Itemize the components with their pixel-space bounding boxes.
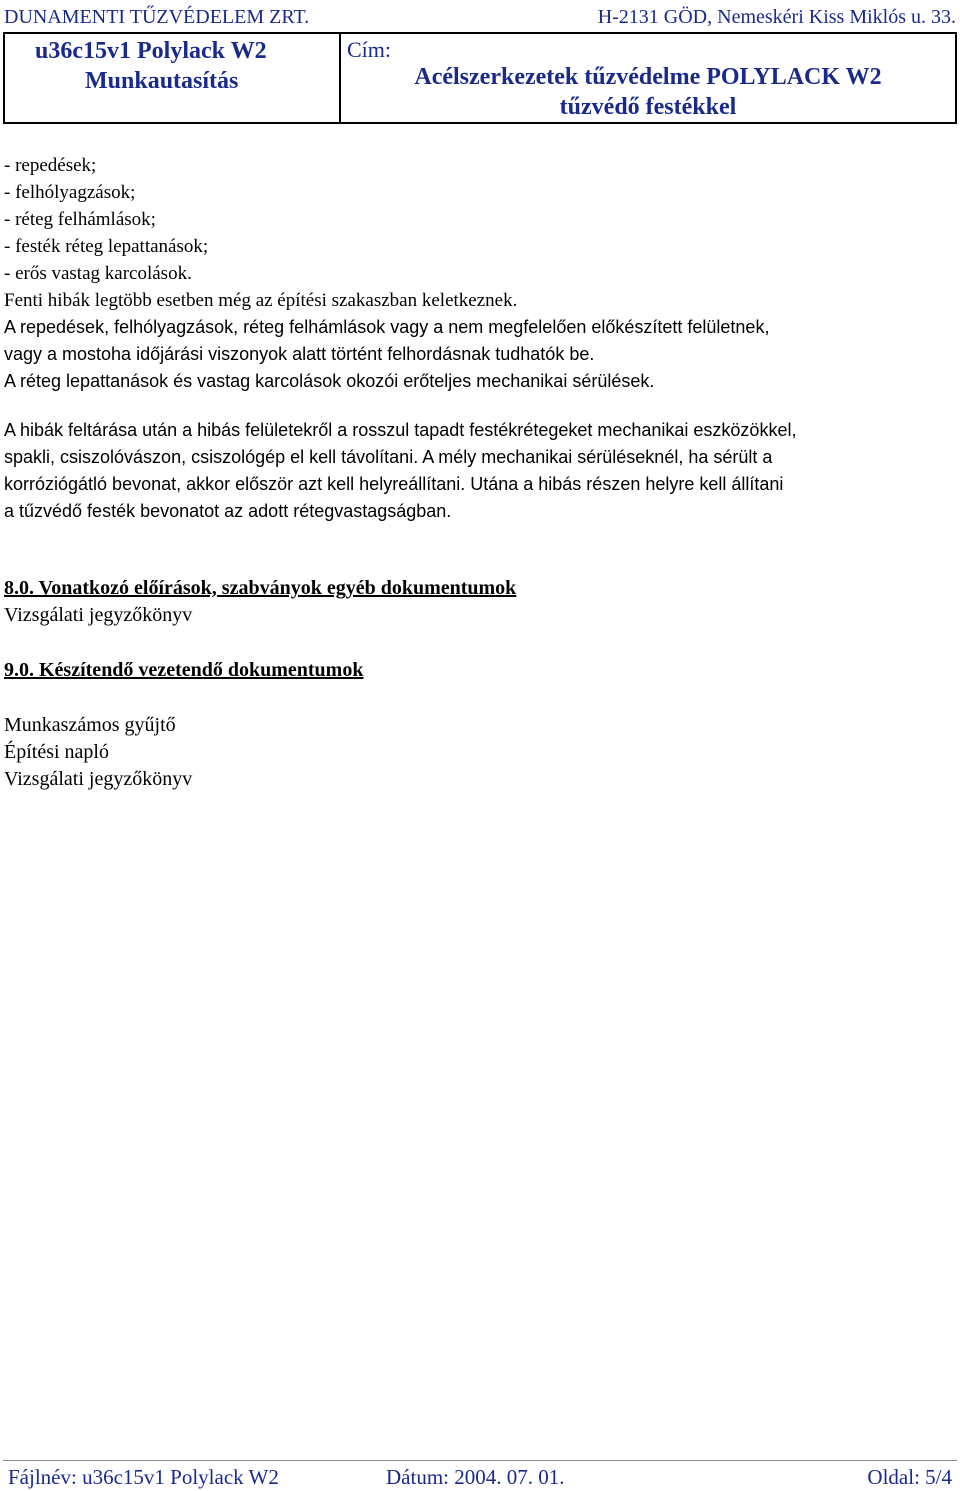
section-9-heading: 9.0. Készítendő vezetendő dokumentumok — [4, 659, 364, 681]
repair-line-1: A hibák feltárása után a hibás felületekről a rosszul tapadt festékrétegeket mechanikai eszközökkel, — [4, 420, 797, 440]
section-8-item: Vizsgálati jegyzőkönyv — [4, 604, 193, 626]
causes-line-1: A repedések, felhólyagzások, réteg felhámlások vagy a nem megfelelően előkészített felületnek, — [4, 317, 770, 337]
causes-line-2: vagy a mostoha időjárási viszonyok alatt történt felhordásnak tudhatók be. — [4, 344, 595, 364]
header-doc-info — [5, 34, 341, 122]
footer-divider — [3, 1460, 957, 1461]
footer-date: Dátum: 2004. 07. 01. — [386, 1465, 565, 1489]
causes-line-3: A réteg lepattanások és vastag karcolások okozói erőteljes mechanikai sérülések. — [4, 371, 655, 391]
title-label: Cím: — [347, 37, 392, 62]
header-title-cell — [341, 34, 955, 122]
document-code: u36c15v1 Polylack W2 — [35, 38, 267, 64]
page-footer — [8, 1464, 952, 1490]
company-address: H-2131 GÖD, Nemeskéri Kiss Miklós u. 33. — [597, 6, 956, 28]
section-9-item: Munkaszámos gyűjtő — [4, 714, 176, 736]
document-body — [4, 152, 954, 793]
repair-line-3: korróziógátló bevonat, akkor először azt kell helyreállítani. Utána a hibás részen helyre kell állítani — [4, 474, 784, 494]
repair-line-4: a tűzvédő festék bevonatot az adott rétegvastagságban. — [4, 501, 452, 521]
document-title-line-1: Acélszerkezetek tűzvédelme POLYLACK W2 — [414, 64, 882, 90]
section-9-item: Vizsgálati jegyzőkönyv — [4, 768, 193, 790]
document-header-box — [3, 32, 957, 124]
repair-line-2: spakli, csiszolóvászon, csiszológép el kell távolítani. A mély mechanikai sérüléseknél, ha sérült a — [4, 447, 773, 467]
company-header-line — [4, 4, 956, 30]
origin-paragraph: Fenti hibák legtöbb esetben még az építési szakaszban keletkeznek. — [4, 290, 518, 311]
section-8-heading: 8.0. Vonatkozó előírások, szabványok egyéb dokumentumok — [4, 577, 517, 599]
defect-list-item: - festék réteg lepattanások; — [4, 236, 209, 257]
defect-list-item: - erős vastag karcolások. — [4, 263, 192, 284]
footer-page-number: Oldal: 5/4 — [867, 1465, 952, 1489]
section-9-item: Építési napló — [4, 741, 109, 763]
document-title-line-2: tűzvédő festékkel — [559, 94, 737, 120]
defect-list-item: - réteg felhámlások; — [4, 209, 156, 230]
footer-filename: Fájlnév: u36c15v1 Polylack W2 — [8, 1465, 279, 1489]
company-name: DUNAMENTI TŰZVÉDELEM ZRT. — [4, 6, 310, 28]
defect-list-item: - repedések; — [4, 155, 97, 176]
defect-list-item: - felhólyagzások; — [4, 182, 136, 203]
document-type: Munkautasítás — [85, 68, 239, 94]
